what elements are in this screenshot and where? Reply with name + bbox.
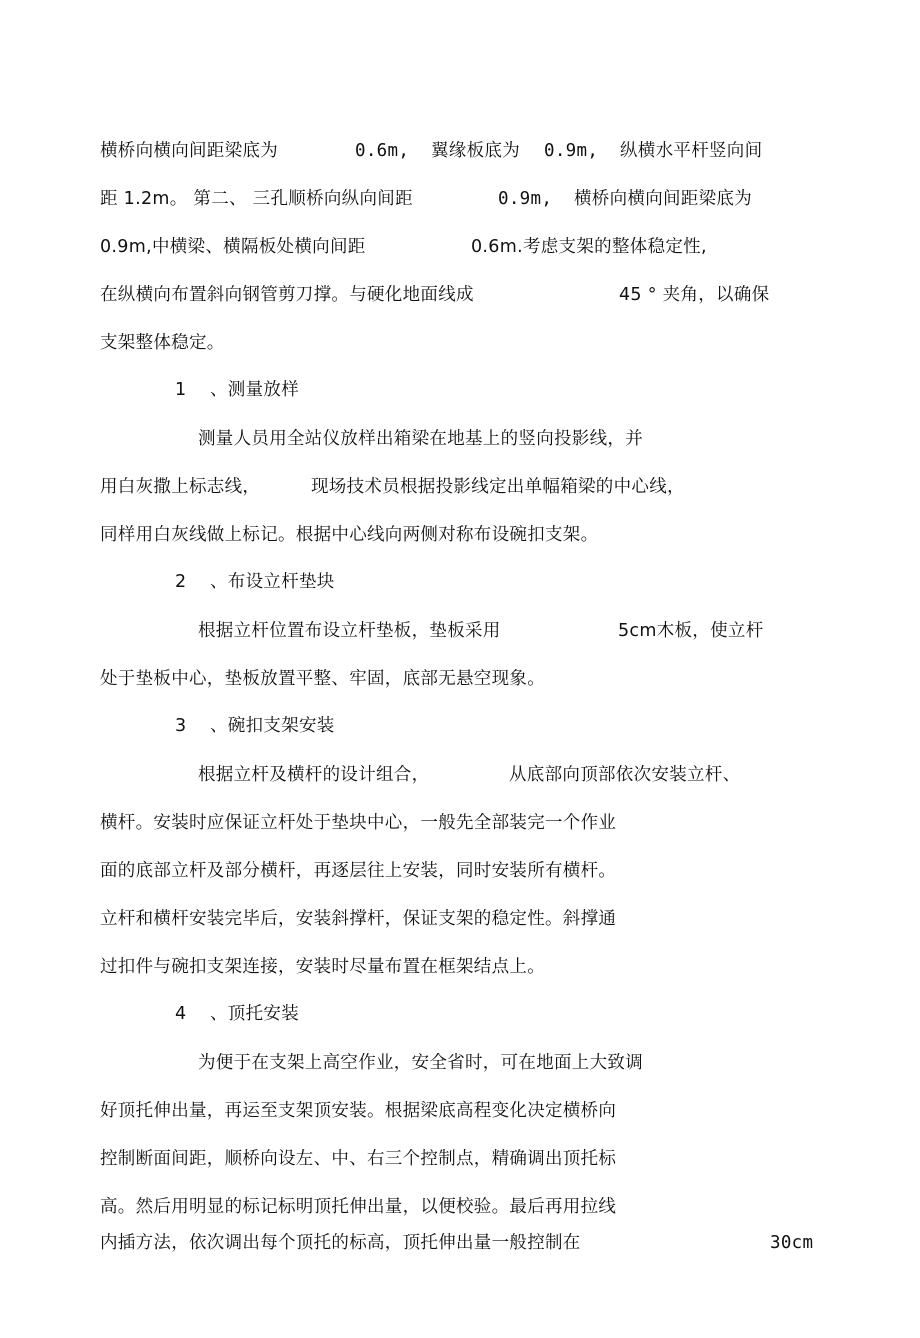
section-heading-1 — [0, 375, 920, 405]
text-segment: 好顶托伸出量，再运至支架顶安装。根据梁底高程变化决定横桥向 — [100, 1101, 617, 1121]
text-segment: 0.9m,中横梁、横隔板处横向间距 — [100, 237, 366, 257]
text-segment: 0.9m, — [544, 141, 599, 161]
text-segment: 过扣件与碗扣支架连接，安装时尽量布置在框架结点上。 — [100, 957, 545, 977]
text-segment: 现场技术员根据投影线定出单幅箱梁的中心线， — [311, 477, 685, 497]
section-heading-4 — [0, 999, 920, 1029]
text-segment: 距 1.2m。 第二、 三孔顺桥向纵向间距 — [100, 189, 413, 209]
heading-number: 2 — [175, 572, 187, 592]
text-segment: 根据立杆及横杆的设计组合， — [198, 765, 430, 785]
text-line-14 — [0, 760, 920, 790]
text-line-17 — [0, 904, 920, 934]
heading-title: 、碗扣支架安装 — [210, 716, 335, 736]
heading-number: 3 — [175, 716, 187, 736]
text-segment: 横杆。安装时应保证立杆处于垫块中心，一般先全部装完一个作业 — [100, 813, 617, 833]
text-line-24 — [0, 1228, 920, 1258]
heading-title: 、布设立杆垫块 — [210, 572, 335, 592]
text-segment: 支架整体稳定。 — [100, 333, 225, 353]
text-segment: 0.6m.考虑支架的整体稳定性, — [471, 237, 707, 257]
text-line-20 — [0, 1048, 920, 1078]
text-segment: 翼缘板底为 — [431, 141, 520, 161]
text-line-12 — [0, 664, 920, 694]
text-segment: 用白灰撒上标志线， — [100, 477, 261, 497]
heading-number: 4 — [175, 1004, 187, 1024]
text-segment: 内插方法，依次调出每个顶托的标高，顶托伸出量一般控制在 — [100, 1233, 581, 1253]
text-segment: 纵横水平杆竖向间 — [620, 141, 763, 161]
text-line-18 — [0, 952, 920, 982]
text-segment: 处于垫板中心，垫板放置平整、牢固，底部无悬空现象。 — [100, 669, 545, 689]
text-line-1 — [0, 136, 920, 166]
text-line-22 — [0, 1144, 920, 1174]
text-segment: 横桥向横向间距梁底为 — [100, 141, 278, 161]
heading-number: 1 — [175, 380, 187, 400]
text-line-4 — [0, 280, 920, 310]
text-segment: 同样用白灰线做上标记。根据中心线向两侧对称布设碗扣支架。 — [100, 525, 599, 545]
text-segment: 0.6m, — [355, 141, 410, 161]
text-segment: 30cm — [770, 1233, 814, 1253]
text-segment: 横桥向横向间距梁底为 — [574, 189, 752, 209]
text-segment: 根据立杆位置布设立杆垫板，垫板采用 — [198, 621, 501, 641]
text-segment: 0.9m, — [498, 189, 553, 209]
text-line-15 — [0, 808, 920, 838]
heading-title: 、测量放样 — [210, 380, 299, 400]
text-segment: 立杆和横杆安装完毕后，安装斜撑杆，保证支架的稳定性。斜撑通 — [100, 909, 617, 929]
text-line-23 — [0, 1192, 920, 1222]
section-heading-2 — [0, 567, 920, 597]
text-segment: 45 ° 夹角，以确保 — [619, 285, 770, 305]
text-line-3 — [0, 232, 920, 262]
text-line-7 — [0, 424, 920, 454]
section-heading-3 — [0, 711, 920, 741]
text-segment: 面的底部立杆及部分横杆，再逐层往上安装，同时安装所有横杆。 — [100, 861, 617, 881]
text-line-9 — [0, 520, 920, 550]
text-segment: 高。然后用明显的标记标明顶托伸出量，以便校验。最后再用拉线 — [100, 1197, 617, 1217]
text-line-16 — [0, 856, 920, 886]
text-line-8 — [0, 472, 920, 502]
text-segment: 在纵横向布置斜向钢管剪刀撑。与硬化地面线成 — [100, 285, 474, 305]
text-line-5 — [0, 328, 920, 358]
text-segment: 测量人员用全站仪放样出箱梁在地基上的竖向投影线，并 — [198, 429, 643, 449]
text-segment: 从底部向顶部依次安装立杆、 — [509, 765, 741, 785]
text-segment: 控制断面间距，顺桥向设左、中、右三个控制点，精确调出顶托标 — [100, 1149, 617, 1169]
text-line-2 — [0, 184, 920, 214]
heading-title: 、顶托安装 — [210, 1004, 299, 1024]
text-line-11 — [0, 616, 920, 646]
text-line-21 — [0, 1096, 920, 1126]
text-segment: 为便于在支架上高空作业，安全省时，可在地面上大致调 — [198, 1053, 643, 1073]
text-segment: 5cm木板，使立杆 — [618, 621, 764, 641]
